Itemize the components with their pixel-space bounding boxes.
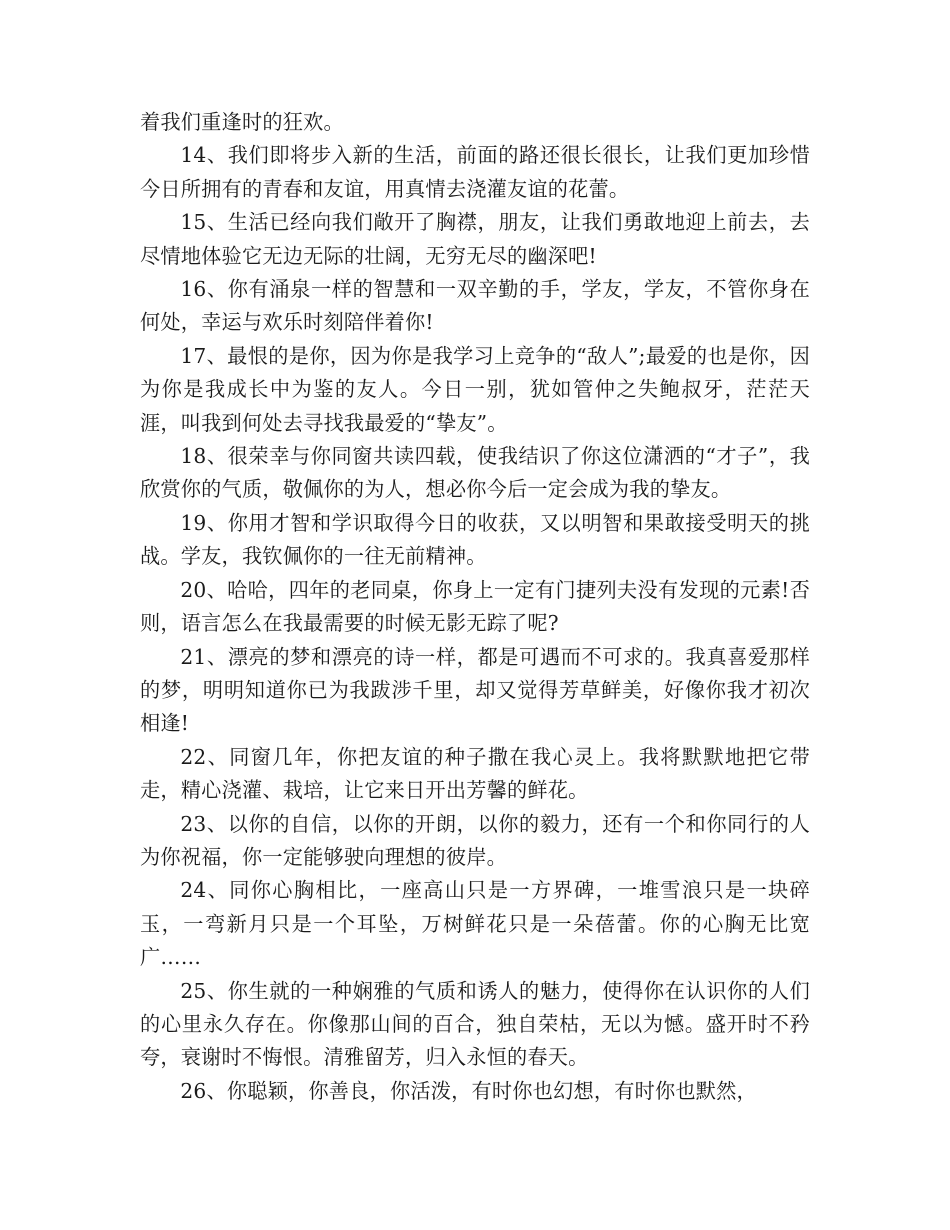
paragraph-21: 21、漂亮的梦和漂亮的诗一样，都是可遇而不可求的。我真喜爱那样的梦，明明知道你已为我跋涉千里，却又觉得芳草鲜美，好像你我才初次相逢! [140, 644, 810, 736]
paragraph-23: 23、以你的自信，以你的开朗，以你的毅力，还有一个和你同行的人为你祝福，你一定能够驶向理想的彼岸。 [140, 811, 810, 869]
paragraph-15: 15、生活已经向我们敞开了胸襟，朋友，让我们勇敢地迎上前去，去尽情地体验它无边无际的壮阔，无穷无尽的幽深吧! [140, 210, 810, 268]
paragraph-14: 14、我们即将步入新的生活，前面的路还很长很长，让我们更加珍惜今日所拥有的青春和友谊，用真情去浇灌友谊的花蕾。 [140, 143, 810, 201]
paragraph-16: 16、你有涌泉一样的智慧和一双辛勤的手，学友，学友，不管你身在何处，幸运与欢乐时刻陪伴着你! [140, 277, 810, 335]
paragraph-18: 18、很荣幸与你同窗共读四载，使我结识了你这位潇洒的“才子”，我欣赏你的气质，敬佩你的为人，想必你今后一定会成为我的挚友。 [140, 444, 810, 502]
paragraph-continuation: 着我们重逢时的狂欢。 [140, 110, 344, 134]
paragraph-26: 26、你聪颖，你善良，你活泼，有时你也幻想，有时你也默然， [180, 1078, 757, 1103]
document-body [140, 106, 810, 1108]
paragraph-24: 24、同你心胸相比，一座高山只是一方界碑，一堆雪浪只是一块碎玉，一弯新月只是一个耳坠，万树鲜花只是一朵蓓蕾。你的心胸无比宽广…… [140, 878, 810, 970]
paragraph-22: 22、同窗几年，你把友谊的种子撒在我心灵上。我将默默地把它带走，精心浇灌、栽培，让它来日开出芳馨的鲜花。 [140, 744, 810, 803]
paragraph-20: 20、哈哈，四年的老同桌，你身上一定有门捷列夫没有发现的元素!否则，语言怎么在我最需要的时候无影无踪了呢? [140, 577, 810, 636]
paragraph-17: 17、最恨的是你，因为你是我学习上竞争的“敌人”;最爱的也是你，因为你是我成长中为鉴的友人。今日一别，犹如管仲之失鲍叔牙，茫茫天涯，叫我到何处去寻找我最爱的“挚友”。 [140, 343, 810, 435]
paragraph-19: 19、你用才智和学识取得今日的收获，又以明智和果敢接受明天的挑战。学友，我钦佩你的一往无前精神。 [140, 510, 810, 569]
paragraph-25: 25、你生就的一种娴雅的气质和诱人的魅力，使得你在认识你的人们的心里永久存在。你像那山间的百合，独自荣枯，无以为憾。盛开时不矜夸，衰谢时不悔恨。清雅留芳，归入永恒的春天。 [140, 978, 810, 1070]
